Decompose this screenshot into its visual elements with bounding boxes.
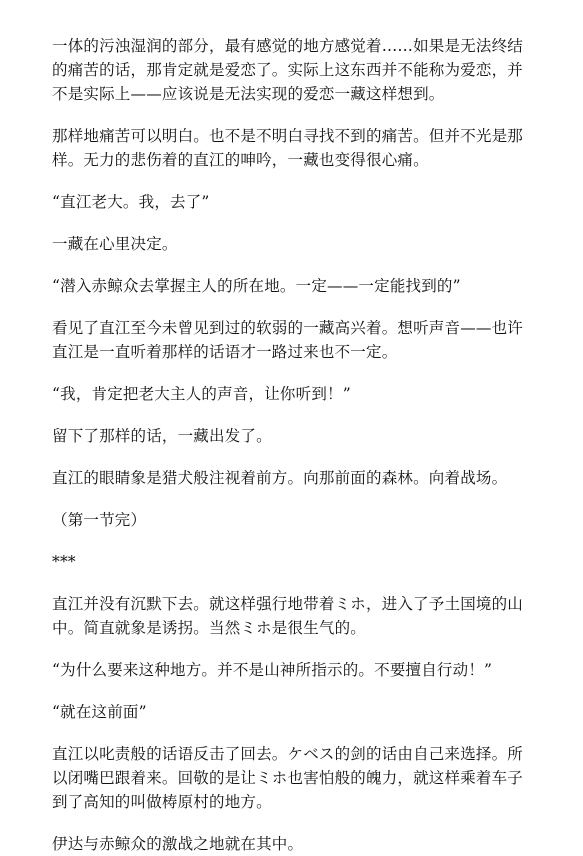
section-end-note: （第一节完） [52, 511, 147, 529]
paragraph-4: 一藏在心里决定。 [52, 235, 178, 253]
paragraph-8: 留下了那样的话，一藏出发了。 [52, 427, 272, 445]
paragraph-1: 一体的污浊湿润的部分，最有感觉的地方感觉着……如果是无法终结的痛苦的话，那肯定就是爱恋了。实际上这东西并不能称为爱恋，并不是实际上——应该说是无法实现的爱恋一藏这样想到。 [52, 37, 524, 103]
paragraph-13: “为什么要来这种地方。并不是山神所指示的。不要擅自行动！” [52, 661, 493, 679]
paragraph-2: 那样地痛苦可以明白。也不是不明白寻找不到的痛苦。但并不光是那样。无力的悲伤着的直江的呻吟，一藏也变得很心痛。 [52, 127, 524, 169]
paragraph-3: “直江老大。我，去了” [52, 193, 210, 211]
section-separator: *** [52, 553, 76, 571]
paragraph-12: 直江并没有沉默下去。就这样强行地带着ミホ，进入了予土国境的山中。简直就象是诱拐。当然ミホ是很生气的。 [52, 595, 524, 637]
paragraph-15: 直江以叱责般的话语反击了回去。ケベス的剑的话由自己来选择。所以闭嘴巴跟着来。回敬的是让ミホ也害怕般的魄力，就这样乘着车子到了高知的叫做梼原村的地方。 [52, 745, 524, 811]
paragraph-6: 看见了直江至今未曾见到过的软弱的一藏高兴着。想听声音——也许直江是一直听着那样的话语才一路过来也不一定。 [52, 319, 524, 361]
paragraph-16: 伊达与赤鲸众的激战之地就在其中。 [52, 835, 304, 853]
paragraph-7: “我，肯定把老大主人的声音，让你听到！” [52, 385, 351, 403]
paragraph-5: “潜入赤鲸众去掌握主人的所在地。一定——一定能找到的” [52, 277, 461, 295]
paragraph-14: “就在这前面” [52, 703, 147, 721]
paragraph-9: 直江的眼睛象是猎犬般注视着前方。向那前面的森林。向着战场。 [52, 469, 508, 487]
